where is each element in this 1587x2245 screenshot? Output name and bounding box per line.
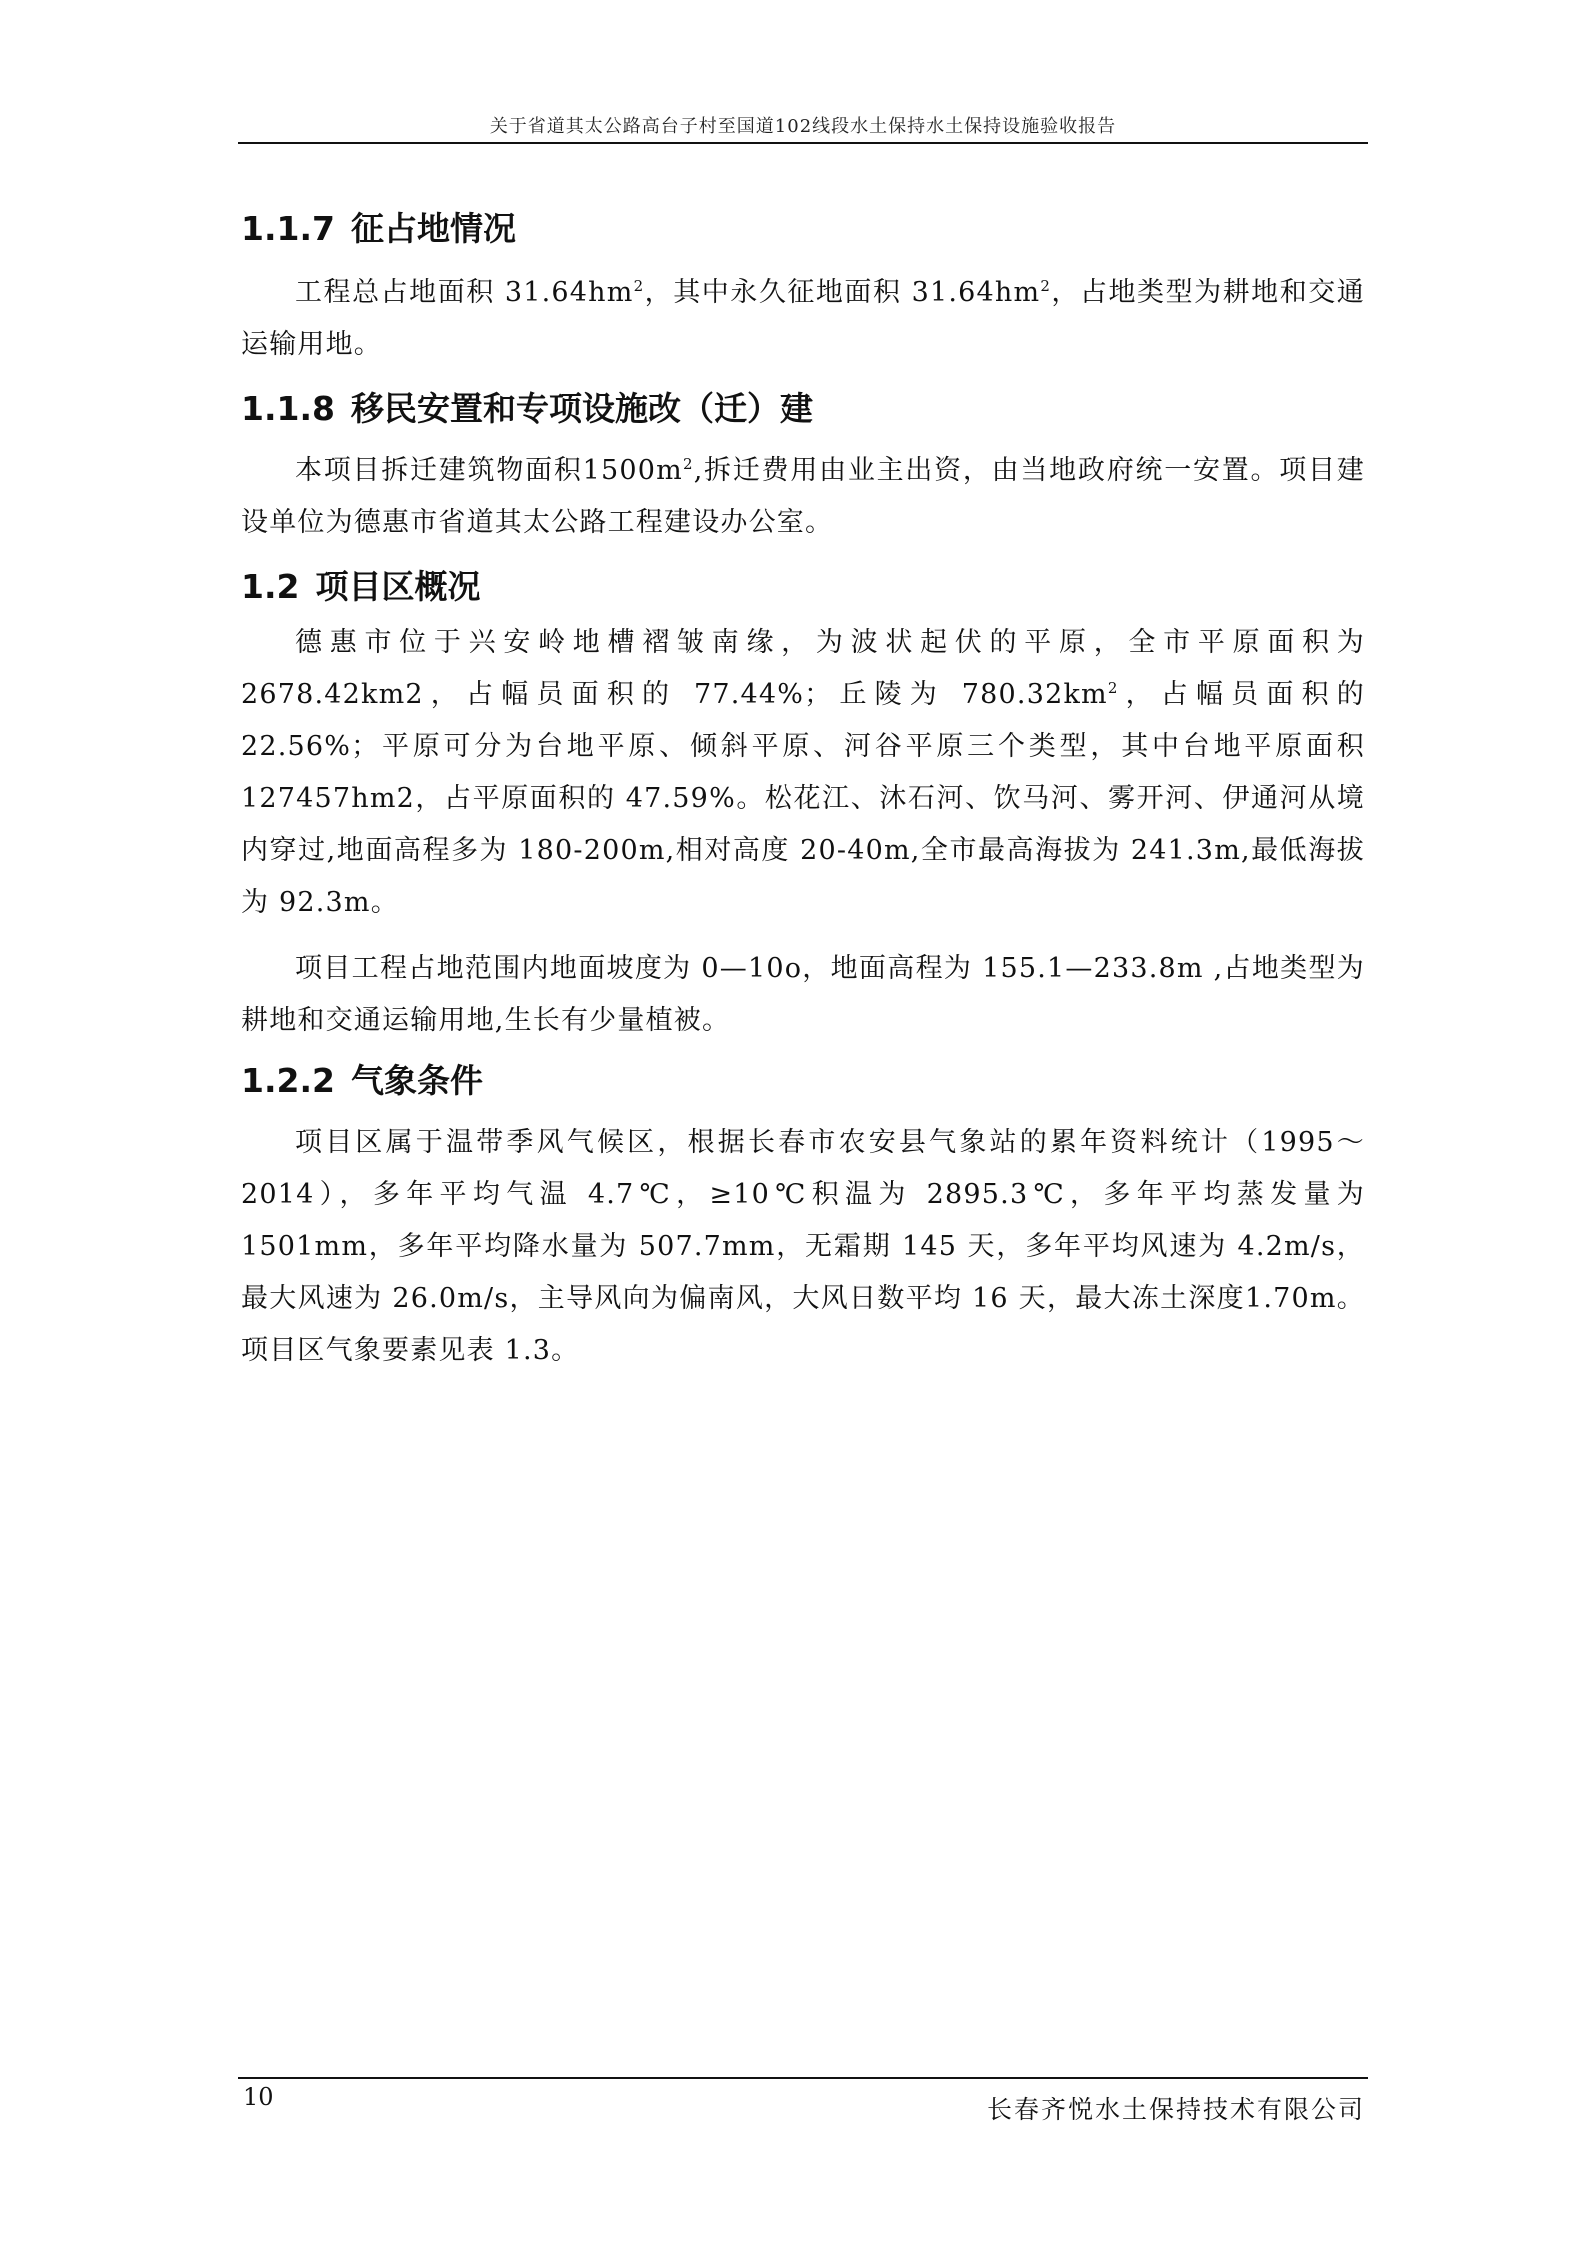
section-title: 气象条件 xyxy=(350,1061,483,1100)
section-number: 1.2.2 xyxy=(241,1061,335,1100)
section-number: 1.2 xyxy=(241,567,300,606)
company-name: 长春齐悦水土保持技术有限公司 xyxy=(986,2095,1365,2124)
section-heading-1-1-8 xyxy=(241,385,1365,433)
section-number: 1.1.7 xyxy=(241,209,335,248)
paragraph-project-area-overview: 德惠市位于兴安岭地槽褶皱南缘，为波状起伏的平原，全市平原面积为2678.42km2，占幅员面积的 77.44%；丘陵为 $780.32km^2$，占幅员面积的 22.56%；平原可分为台地平原、倾斜平原、河谷平原三个类型，其中台地平原面积127457hm2，占平原面积的 47.59%。松花江、沐石河、饮马河、雾开河、伊通河从境内穿过,地面高程多为 180-200m,相对高度 20-40m,全市最高海拔为 241.3m,最低海拔为 92.3m。 xyxy=(241,627,1365,918)
section-heading-1-2 xyxy=(241,563,1365,611)
page-number: 10 xyxy=(243,2083,274,2111)
header-rule xyxy=(238,142,1368,144)
section-heading-1-2-2 xyxy=(241,1057,1365,1105)
paragraph-land-occupation: 工程总占地面积 $31.64hm^2$，其中永久征地面积 $31.64hm^2$，占地类型为耕地和交通运输用地。 xyxy=(241,277,1365,360)
section-title: 移民安置和专项设施改（迁）建 xyxy=(350,389,813,428)
section-title: 项目区概况 xyxy=(315,567,481,606)
paragraph-resettlement: 本项目拆迁建筑物面积$1500m^2$,拆迁费用由业主出资，由当地政府统一安置。项目建设单位为德惠市省道其太公路工程建设办公室。 xyxy=(241,455,1365,538)
section-number: 1.1.8 xyxy=(241,389,335,428)
running-header: 关于省道其太公路高台子村至国道102线段水土保持水土保持设施验收报告 xyxy=(489,116,1117,137)
section-heading-1-1-7 xyxy=(241,205,1365,253)
footer-rule xyxy=(238,2077,1368,2079)
paragraph-climate: 项目区属于温带季风气候区，根据长春市农安县气象站的累年资料统计（1995～2014），多年平均气温 4.7℃，≥10℃积温为 2895.3℃，多年平均蒸发量为 1501mm，多年平均降水量为 507.7mm，无霜期 145 天，多年平均风速为 4.2m/s，最大风速为 26.0m/s，主导风向为偏南风，大风日数平均 16 天，最大冻土深度1.70m。项目区气象要素见表 1.3。 xyxy=(241,1127,1365,1366)
document-body xyxy=(241,205,1365,1377)
paragraph-terrain: 项目工程占地范围内地面坡度为 0—10o，地面高程为 155.1—233.8m ,占地类型为耕地和交通运输用地,生长有少量植被。 xyxy=(241,953,1365,1036)
section-title: 征占地情况 xyxy=(350,209,516,248)
